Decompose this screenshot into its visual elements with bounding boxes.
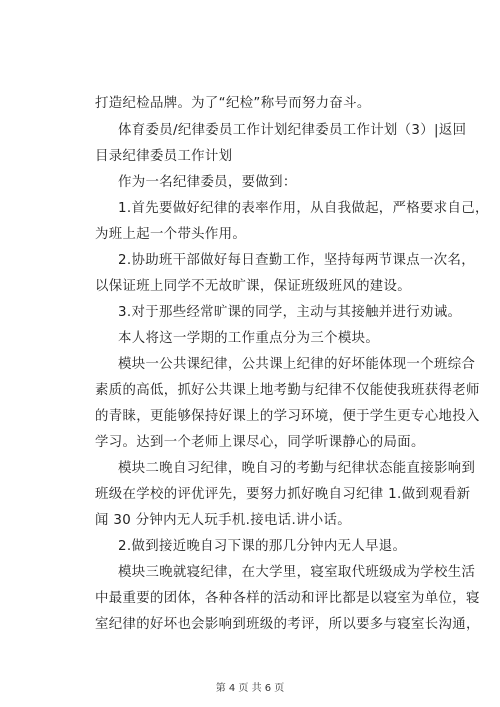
- body-line: 1.首先要做好纪律的表率作用，从自我做起，严格要求自己，: [118, 201, 489, 216]
- body-line: 体育委员/纪律委员工作计划纪律委员工作计划（3）|返回: [118, 123, 467, 138]
- body-line: 模块一公共课纪律，公共课上纪律的好坏能体现一个班综合: [118, 357, 476, 372]
- body-line: 打造纪检品牌。为了“纪检”称号而努力奋斗。: [95, 96, 371, 111]
- body-line: 2.协助班干部做好每日查勤工作，坚持每两节课点一次名，: [118, 253, 475, 268]
- body-line: 模块二晚自习纪律，晚自习的考勤与纪律状态能直接影响到: [118, 461, 476, 476]
- body-line: 室纪律的好坏也会影响到班级的考评，所以要多与寝室长沟通，: [95, 617, 480, 632]
- body-line: 素质的高低，抓好公共课上地考勤与纪律不仅能使我班获得老师: [95, 383, 480, 398]
- body-line: 班级在学校的评优评先，要努力抓好晚自习纪律 1.做到观看新: [95, 487, 471, 502]
- body-line: 的青睐，更能够保持好课上的学习环境，便于学生更专心地投入: [95, 409, 480, 424]
- body-line: 本人将这一学期的工作重点分为三个模块。: [118, 331, 380, 346]
- body-line: 模块三晚就寝纪律，在大学里，寝室取代班级成为学校生活: [118, 565, 476, 580]
- body-line: 闻 30 分钟内无人玩手机.接电话.讲小话。: [95, 513, 352, 528]
- body-line: 2.做到接近晚自习下课的那几分钟内无人早退。: [118, 539, 407, 554]
- body-line: 以保证班上同学不无故旷课，保证班级班风的建设。: [95, 279, 412, 294]
- body-line: 目录纪律委员工作计划: [95, 149, 233, 164]
- page-number-footer: 第 4 页 共 6 页: [215, 683, 285, 694]
- body-line: 为班上起一个带头作用。: [95, 227, 247, 242]
- body-line: 学习。达到一个老师上课尽心，同学听课静心的局面。: [95, 435, 425, 450]
- body-line: 3.对于那些经常旷课的同学，主动与其接触并进行劝诫。: [118, 305, 462, 320]
- body-line: 中最重要的团体，各种各样的活动和评比都是以寝室为单位，寝: [95, 591, 480, 606]
- body-line: 作为一名纪律委员，要做到：: [118, 175, 297, 190]
